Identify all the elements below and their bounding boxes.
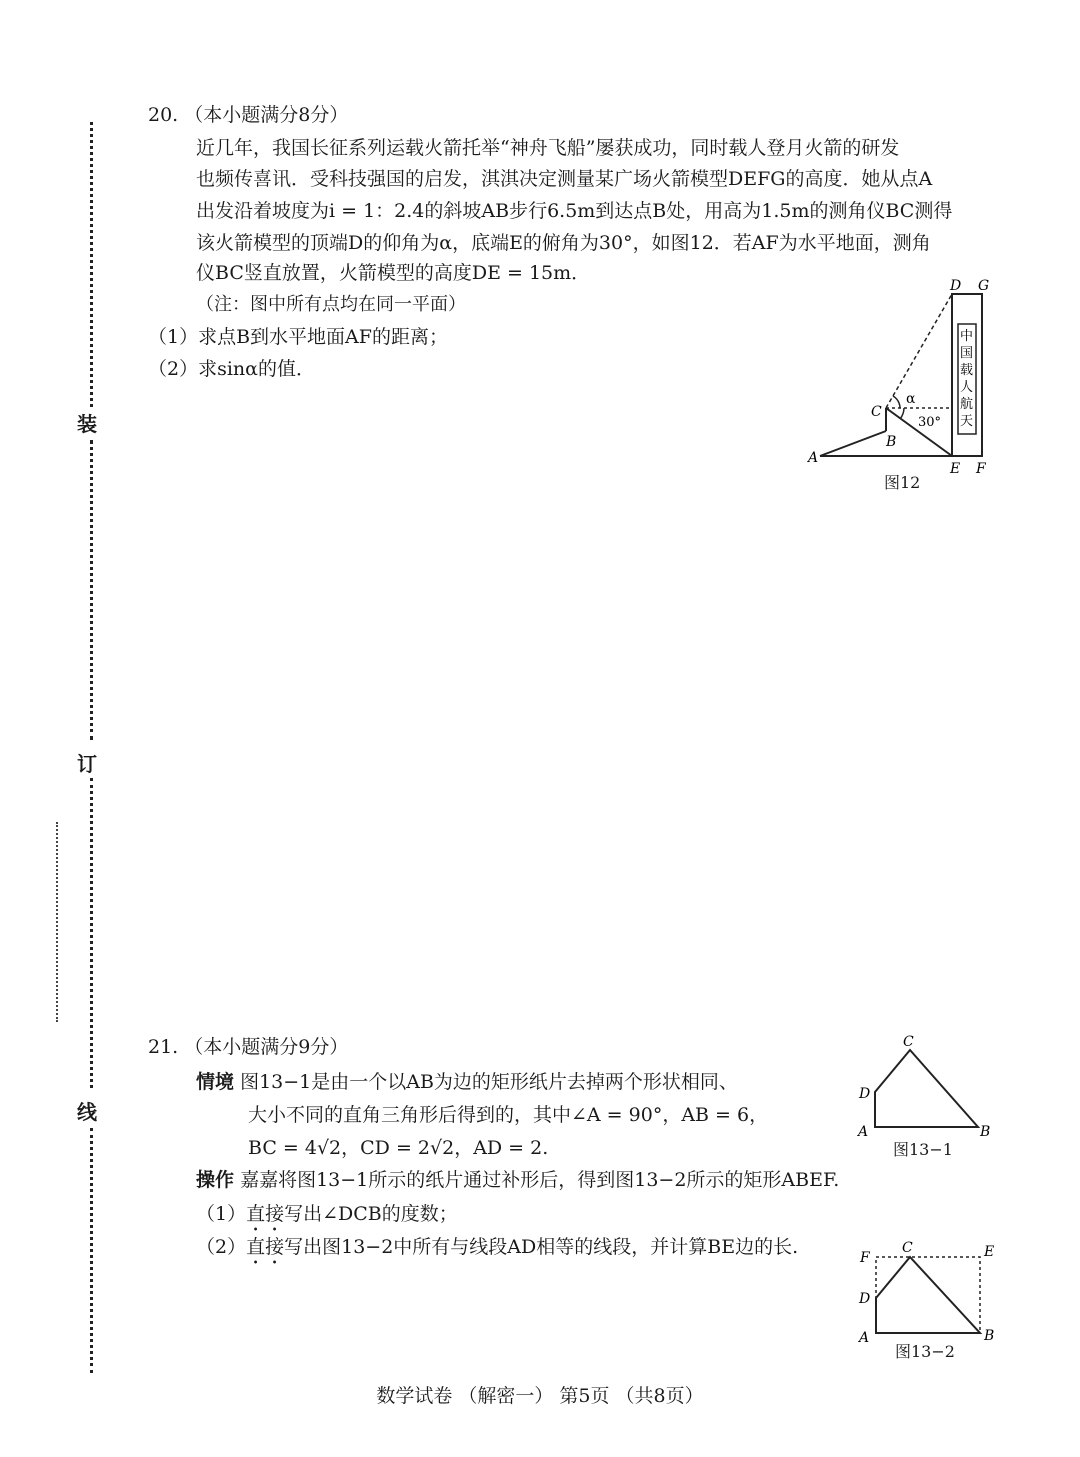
q21-operation-line: [196, 1165, 839, 1196]
label-30-degrees: 30°: [918, 415, 942, 430]
label-d-13-2: D: [859, 1291, 871, 1307]
q21-part-2-text: 写出图13−2中所有与线段AD相等的线段，并计算BE边的长.: [284, 1236, 799, 1258]
binding-dotted-line-middle: [90, 440, 93, 740]
binding-side-dotted-line: [56, 822, 58, 1022]
q21-part-2-emphasis: 直接: [246, 1236, 285, 1258]
figure-13-2-caption: 图13−2: [895, 1342, 955, 1361]
banner-char-3: 载: [960, 363, 974, 378]
q20-line-2: 也频传喜讯．受科技强国的启发，淇淇决定测量某广场火箭模型DEFG的高度．她从点A: [196, 168, 933, 190]
label-b-13-2: B: [984, 1328, 995, 1344]
q21-situation-line-3: BC = 4√2，CD = 2√2，AD = 2.: [248, 1137, 549, 1159]
figure-13-2: [852, 1238, 1002, 1344]
q21-situation-line-2: 大小不同的直角三角形后得到的，其中∠A = 90°，AB = 6，: [248, 1104, 769, 1126]
q20-line-4: 该火箭模型的顶端D的仰角为α，底端E的俯角为30°，如图12．若AF为水平地面，测角: [196, 232, 931, 254]
rect-abef-dashed: [876, 1257, 980, 1333]
q20-number: 20.: [148, 104, 179, 126]
banner-char-6: 天: [960, 414, 974, 429]
q20-line-3: 出发沿着坡度为i = 1：2.4的斜坡AB步行6.5m到达点B处，用高为1.5m的测角仪BC测得: [196, 200, 953, 222]
banner-char-2: 国: [960, 346, 974, 361]
q20-score: （本小题满分8分）: [184, 104, 349, 126]
binding-label-ding: 订: [77, 752, 97, 776]
binding-dotted-line-lower: [90, 778, 93, 1088]
label-c-13-2: C: [902, 1240, 913, 1256]
q20-header: [148, 100, 348, 131]
sight-line-cd: [886, 294, 952, 408]
q20-note: （注：图中所有点均在同一平面）: [196, 294, 466, 315]
q21-operation-label: 操作: [196, 1169, 235, 1191]
label-a-13-1: A: [858, 1124, 869, 1140]
shape-13-2: [876, 1257, 980, 1333]
label-f: F: [976, 461, 986, 477]
label-d: D: [950, 278, 962, 294]
q21-score: （本小题满分9分）: [184, 1036, 349, 1058]
q21-number: 21.: [148, 1036, 179, 1058]
q21-header: [148, 1032, 348, 1063]
q20-line-1: 近几年，我国长征系列运载火箭托举“神舟飞船”屡获成功，同时载人登月火箭的研发: [196, 137, 900, 159]
label-d-13-1: D: [859, 1086, 871, 1102]
q21-situation-line-1: [196, 1067, 738, 1098]
shape-13-1: [875, 1050, 978, 1127]
label-b-13-1: B: [980, 1124, 991, 1140]
page-footer: 数学试卷 （解密一） 第5页 （共8页）: [376, 1385, 704, 1407]
label-c: C: [871, 404, 882, 420]
q20-part-1: （1）求点B到水平地面AF的距离；: [148, 326, 448, 348]
banner-char-4: 人: [960, 380, 974, 395]
alpha-arc: [893, 396, 900, 408]
q21-part-1-emphasis: 直接: [246, 1203, 285, 1225]
q21-part-1-text: 写出∠DCB的度数；: [284, 1203, 458, 1225]
figure-12: [800, 276, 1010, 496]
q21-part-2-prefix: （2）: [196, 1236, 247, 1258]
label-a: A: [808, 450, 819, 466]
label-e: E: [950, 461, 961, 477]
label-b: B: [886, 434, 897, 450]
figure-12-caption: 图12: [884, 473, 921, 492]
binding-dotted-line-bottom: [90, 1128, 93, 1373]
banner-char-5: 航: [960, 397, 974, 412]
figure-13-1-caption: 图13−1: [893, 1140, 953, 1159]
label-a-13-2: A: [859, 1330, 870, 1344]
binding-label-xian: 线: [77, 1100, 97, 1124]
label-e-13-2: E: [984, 1244, 995, 1260]
label-f-13-2: F: [860, 1250, 870, 1266]
q21-part-1: [196, 1199, 458, 1236]
figure-13-1: [850, 1032, 1000, 1142]
q20-line-5: 仪BC竖直放置，火箭模型的高度DE = 15m．: [196, 262, 591, 284]
label-c-13-1: C: [903, 1034, 914, 1050]
q21-situation-text-1: 图13−1是由一个以AB为边的矩形纸片去掉两个形状相同、: [240, 1071, 738, 1093]
slope-ab: [820, 431, 886, 456]
label-alpha: α: [906, 391, 916, 407]
q20-part-2: （2）求sinα的值．: [148, 358, 315, 380]
q21-part-1-prefix: （1）: [196, 1203, 247, 1225]
banner-char-1: 中: [960, 329, 974, 344]
q21-operation-text: 嘉嘉将图13−1所示的纸片通过补形后，得到图13−2所示的矩形ABEF.: [240, 1169, 840, 1191]
q21-part-2: [196, 1232, 798, 1269]
angle-30-arc: [900, 408, 904, 419]
label-g: G: [978, 278, 990, 294]
binding-label-zhuang: 装: [77, 412, 97, 436]
q21-situation-label: 情境: [196, 1071, 235, 1093]
binding-dotted-line-top: [90, 122, 93, 407]
